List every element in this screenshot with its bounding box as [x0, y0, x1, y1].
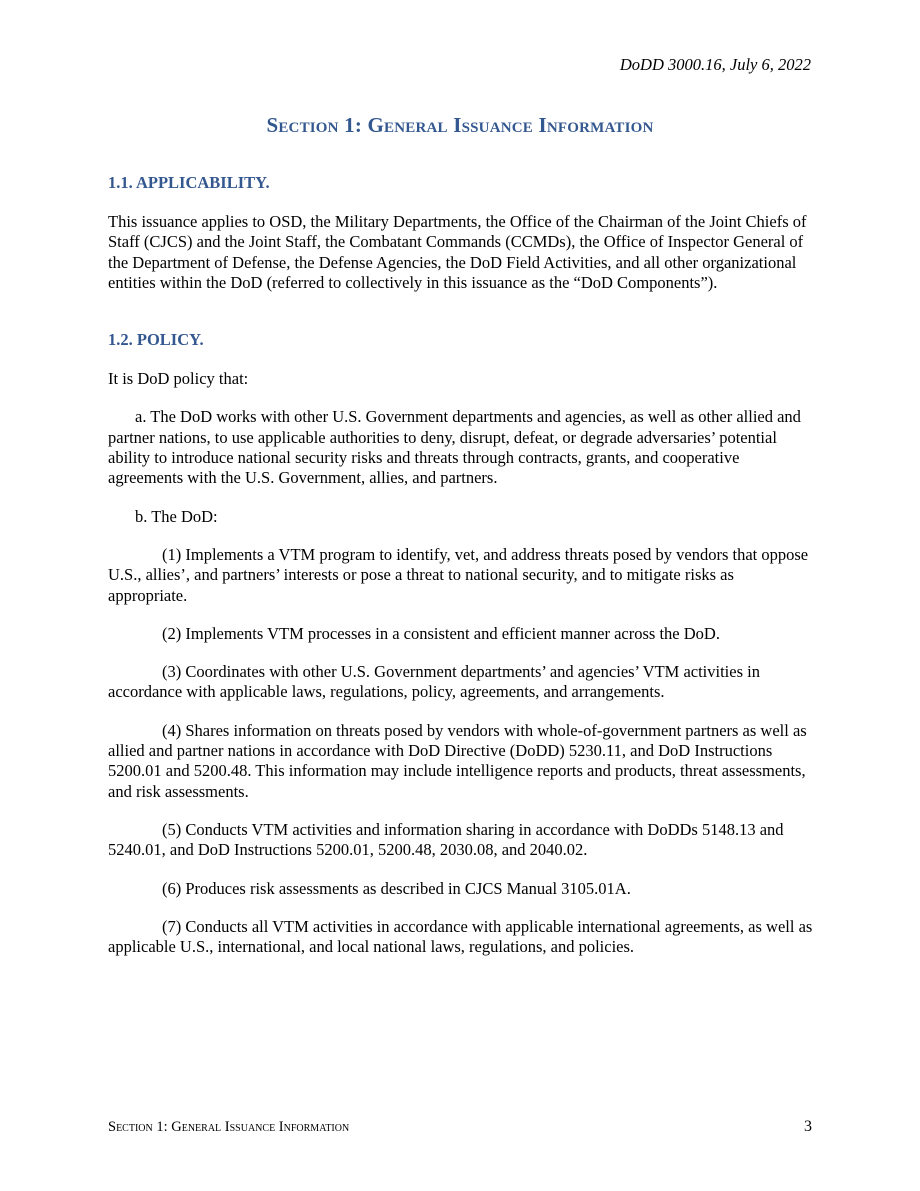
- policy-item-a: a. The DoD works with other U.S. Government departments and agencies, as well as other allied and partner nations, to use applicable authorities to deny, disrupt, defeat, or degrade adversaries’ potential ability to introduce national security risks and threats through contracts, grants, and cooperative agreements with the U.S. Government, allies, and partners.: [108, 407, 801, 488]
- page-number: 3: [804, 1118, 812, 1135]
- policy-subitem-2: (2) Implements VTM processes in a consistent and efficient manner across the DoD.: [162, 623, 720, 643]
- policy-heading: 1.2. POLICY.: [108, 330, 204, 350]
- policy-subitem-5: (5) Conducts VTM activities and information sharing in accordance with DoDDs 5148.13 and 5240.01, and DoD Instructions 5200.01, 5200.48, 2030.08, and 2040.02.: [108, 819, 784, 860]
- policy-subitem-4: (4) Shares information on threats posed by vendors with whole-of-government partners as well as allied and partner nations in accordance with DoD Directive (DoDD) 5230.11, and DoD Instructions 5200.01 and 5200.48. This information may include intelligence reports and products, threat assessments, and risk assessments.: [108, 720, 807, 801]
- section-title: Section 1: General Issuance Information: [266, 113, 654, 137]
- applicability-paragraph: This issuance applies to OSD, the Military Departments, the Office of the Chairman of the Joint Chiefs of Staff (CJCS) and the Joint Staff, the Combatant Commands (CCMDs), the Office of Inspector General of the Department of Defense, the Defense Agencies, the DoD Field Activities, and all other organizational entities within the DoD (referred to collectively in this issuance as the “DoD Components”).: [108, 212, 807, 292]
- policy-subitem-1: (1) Implements a VTM program to identify, vet, and address threats posed by vendors that oppose U.S., allies’, and partners’ interests or pose a threat to national security, and to mitigate risks as appropriate.: [108, 544, 809, 605]
- applicability-heading: 1.1. APPLICABILITY.: [108, 173, 270, 192]
- policy-subitem-7: (7) Conducts all VTM activities in accordance with applicable international agreements, as well as applicable U.S., international, and local national laws, regulations, and policies.: [108, 916, 813, 957]
- policy-intro: It is DoD policy that:: [108, 369, 249, 389]
- document-body: [108, 173, 813, 957]
- footer-section-label: Section 1: General Issuance Information: [108, 1119, 350, 1135]
- policy-subitem-6: (6) Produces risk assessments as described in CJCS Manual 3105.01A.: [162, 878, 631, 898]
- policy-item-b: b. The DoD:: [135, 506, 218, 526]
- policy-subitem-3: (3) Coordinates with other U.S. Government departments’ and agencies’ VTM activities in accordance with applicable laws, regulations, policy, agreements, and arrangements.: [108, 662, 760, 702]
- document-reference: DoDD 3000.16, July 6, 2022: [619, 55, 811, 74]
